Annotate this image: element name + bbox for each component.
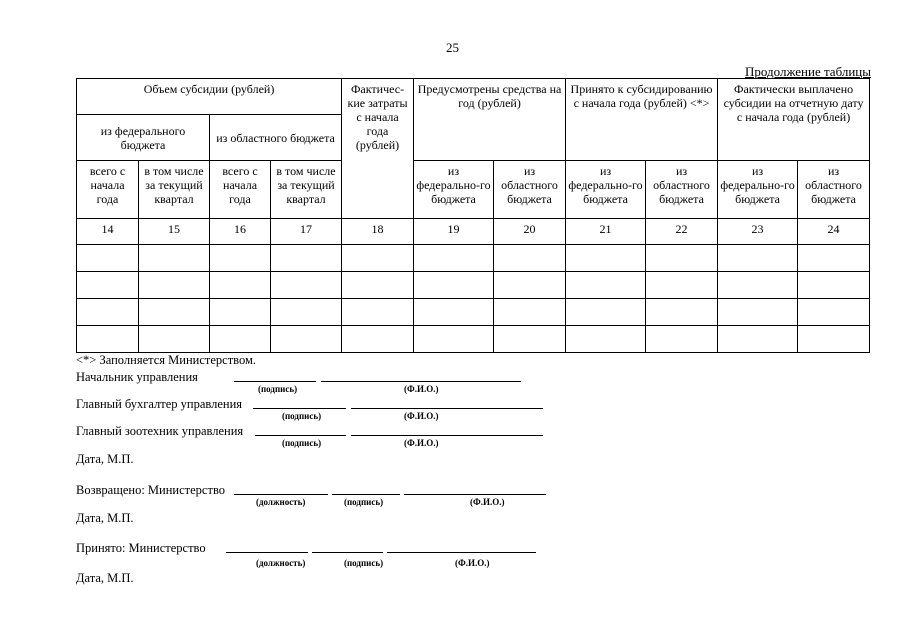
position-caption: (должность): [256, 497, 306, 507]
header-incl-quarter: в том числе за текущий квартал: [271, 161, 342, 219]
signature-line: [312, 552, 383, 553]
signature-line: [332, 494, 400, 495]
header-actually-paid: Фактически выплачено субсидии на отчетную дату с начала года (рублей): [718, 79, 870, 161]
column-number: 19: [414, 219, 494, 245]
returned-ministry-label: Возвращено: Министерство: [76, 483, 226, 497]
position-line: [234, 494, 328, 495]
column-number: 16: [210, 219, 271, 245]
header-accepted-subsidy: Принято к субсидированию с начала года (рублей) <*>: [566, 79, 718, 161]
header-actual-costs: Фактичес-кие затраты с начала года (рублей): [342, 79, 414, 219]
column-number: 23: [718, 219, 798, 245]
fio-line: [404, 494, 546, 495]
position-caption: (должность): [256, 558, 306, 568]
column-number: 21: [566, 219, 646, 245]
signature-caption: (подпись): [282, 438, 322, 448]
signature-caption: (подпись): [282, 411, 322, 421]
header-fed-budget: из федерально-го бюджета: [414, 161, 494, 219]
header-from-regional: из областного бюджета: [210, 115, 342, 161]
header-fed-budget: из федерально-го бюджета: [566, 161, 646, 219]
date-stamp-label: Дата, М.П.: [76, 511, 134, 525]
column-number: 20: [494, 219, 566, 245]
subsidy-table: [76, 78, 870, 353]
column-number: 24: [798, 219, 870, 245]
column-number: 17: [271, 219, 342, 245]
fio-caption: (Ф.И.О.): [404, 411, 439, 421]
header-incl-quarter: в том числе за текущий квартал: [139, 161, 210, 219]
table-continuation-label: Продолжение таблицы: [745, 64, 871, 79]
signatory-chief-accountant-label: Главный бухгалтер управления: [76, 397, 243, 411]
empty-table-row: [77, 326, 870, 353]
fio-line: [351, 408, 543, 409]
empty-table-row: [77, 299, 870, 326]
signature-line: [253, 408, 346, 409]
signature-caption: (подпись): [258, 384, 298, 394]
fio-line: [387, 552, 536, 553]
header-reg-budget: из областного бюджета: [798, 161, 870, 219]
column-number: 14: [77, 219, 139, 245]
footnote: <*> Заполняется Министерством.: [76, 353, 257, 367]
date-stamp-label: Дата, М.П.: [76, 571, 134, 585]
accepted-ministry-label: Принято: Министерство: [76, 541, 206, 555]
fio-caption: (Ф.И.О.): [404, 384, 439, 394]
signature-line: [255, 435, 346, 436]
header-subsidy-volume: Объем субсидии (рублей): [77, 79, 342, 115]
signature-line: [234, 381, 316, 382]
empty-table-row: [77, 272, 870, 299]
column-number: 18: [342, 219, 414, 245]
fio-line: [321, 381, 521, 382]
position-line: [226, 552, 308, 553]
column-number: 15: [139, 219, 210, 245]
fio-caption: (Ф.И.О.): [404, 438, 439, 448]
column-number: 22: [646, 219, 718, 245]
header-from-federal: из федерального бюджета: [77, 115, 210, 161]
header-total-since-start: всего с начала года: [77, 161, 139, 219]
fio-caption: (Ф.И.О.): [470, 497, 505, 507]
header-reg-budget: из областного бюджета: [646, 161, 718, 219]
page-number: 25: [446, 40, 459, 55]
date-stamp-label: Дата, М.П.: [76, 452, 134, 466]
column-number-row: [77, 219, 870, 245]
header-fed-budget: из федерально-го бюджета: [718, 161, 798, 219]
fio-line: [351, 435, 543, 436]
signatory-head-label: Начальник управления: [76, 370, 198, 384]
signature-caption: (подпись): [344, 497, 384, 507]
header-provided-funds: Предусмотрены средства на год (рублей): [414, 79, 566, 161]
header-reg-budget: из областного бюджета: [494, 161, 566, 219]
fio-caption: (Ф.И.О.): [455, 558, 490, 568]
header-total-since-start: всего с начала года: [210, 161, 271, 219]
empty-table-row: [77, 245, 870, 272]
signature-caption: (подпись): [344, 558, 384, 568]
signatory-chief-zootechnician-label: Главный зоотехник управления: [76, 424, 244, 438]
